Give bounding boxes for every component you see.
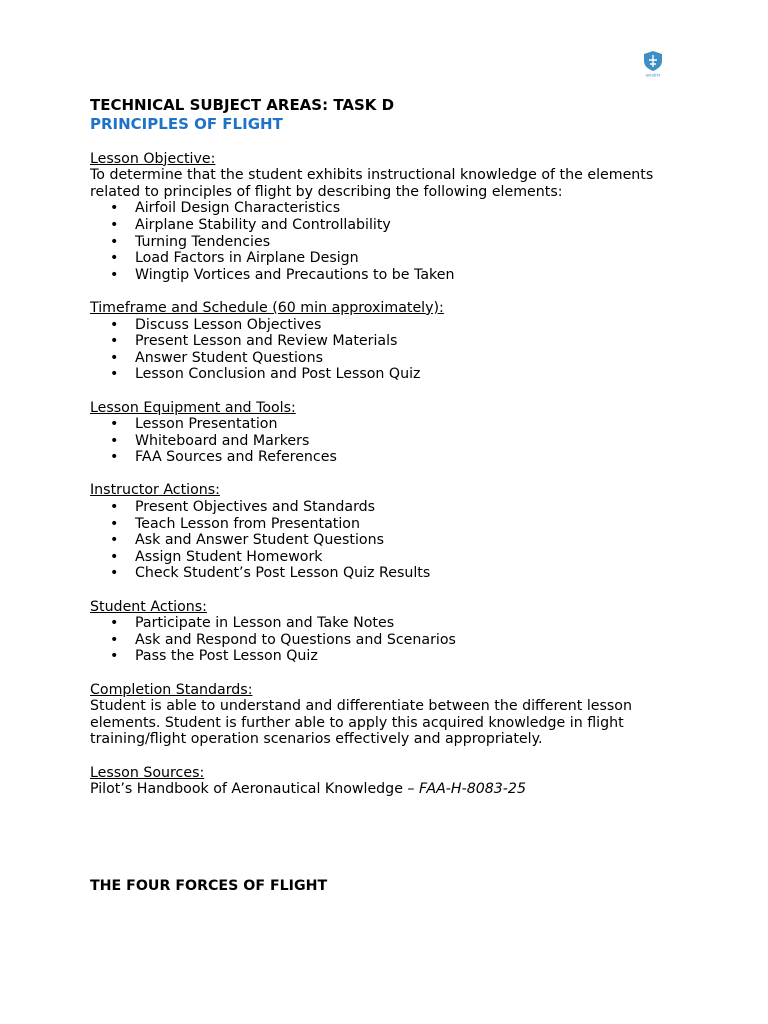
bullet-icon: • bbox=[110, 631, 119, 648]
bullet-list bbox=[90, 615, 690, 665]
source-code: FAA-H-8083-25 bbox=[419, 781, 526, 798]
document-title: TECHNICAL SUBJECT AREAS: TASK D bbox=[90, 96, 395, 114]
bullet-icon: • bbox=[110, 449, 119, 466]
bullet-icon: • bbox=[110, 333, 119, 350]
section-heading: Lesson Objective: bbox=[90, 150, 216, 167]
list-item: • Answer Student Questions bbox=[110, 349, 323, 366]
list-item: • Turning Tendencies bbox=[110, 233, 271, 250]
section-lesson-sources bbox=[90, 765, 690, 798]
list-item: • FAA Sources and References bbox=[110, 449, 337, 466]
bullet-icon: • bbox=[110, 499, 119, 516]
bullet-list bbox=[90, 200, 690, 283]
section-equipment bbox=[90, 400, 690, 466]
list-item: • Lesson Conclusion and Post Lesson Quiz bbox=[110, 366, 421, 383]
list-item: • Assign Student Homework bbox=[110, 548, 323, 565]
section-text: Student is able to understand and differentiate between the different lesson elements. Student is further able to apply this acquired knowledge in flight training/flight operation scenarios effectively and appropriately. bbox=[90, 698, 632, 748]
list-item: • Pass the Post Lesson Quiz bbox=[110, 648, 318, 665]
source-title: Pilot’s Handbook of Aeronautical Knowledge – bbox=[90, 781, 420, 798]
section-heading: Lesson Sources: bbox=[90, 764, 205, 781]
four-forces-heading: THE FOUR FORCES OF FLIGHT bbox=[90, 878, 328, 894]
bullet-icon: • bbox=[110, 316, 119, 333]
bullet-icon: • bbox=[110, 216, 119, 233]
source-reference bbox=[90, 781, 690, 798]
bullet-icon: • bbox=[110, 532, 119, 549]
section-heading: Instructor Actions: bbox=[90, 482, 220, 499]
section-heading: Student Actions: bbox=[90, 598, 207, 615]
bullet-icon: • bbox=[110, 233, 119, 250]
list-item: • Teach Lesson from Presentation bbox=[110, 515, 360, 532]
list-item: • Check Student’s Post Lesson Quiz Results bbox=[110, 565, 431, 582]
bullet-icon: • bbox=[110, 349, 119, 366]
bullet-list bbox=[90, 416, 690, 466]
bullet-icon: • bbox=[110, 266, 119, 283]
section-heading: Lesson Equipment and Tools: bbox=[90, 399, 296, 416]
list-item: • Discuss Lesson Objectives bbox=[110, 316, 322, 333]
bullet-icon: • bbox=[110, 416, 119, 433]
bullet-icon: • bbox=[110, 548, 119, 565]
list-item: • Participate in Lesson and Take Notes bbox=[110, 615, 395, 632]
section-completion-standards bbox=[90, 682, 690, 748]
bullet-icon: • bbox=[110, 200, 119, 217]
section-instructor-actions bbox=[90, 482, 690, 582]
bullet-icon: • bbox=[110, 366, 119, 383]
bullet-icon: • bbox=[110, 515, 119, 532]
list-item: • Airfoil Design Characteristics bbox=[110, 200, 341, 217]
section-timeframe bbox=[90, 300, 690, 383]
section-heading: Timeframe and Schedule (60 min approximately): bbox=[90, 299, 444, 316]
bullet-icon: • bbox=[110, 432, 119, 449]
list-item: • Present Objectives and Standards bbox=[110, 499, 376, 516]
bullet-icon: • bbox=[110, 250, 119, 267]
bullet-icon: • bbox=[110, 648, 119, 665]
section-lesson-objective bbox=[90, 151, 690, 284]
list-item: • Ask and Respond to Questions and Scenarios bbox=[110, 631, 456, 648]
bullet-icon: • bbox=[110, 565, 119, 582]
bullet-icon: • bbox=[110, 615, 119, 632]
company-logo bbox=[640, 50, 666, 78]
shield-logo-icon bbox=[640, 50, 666, 78]
logo-wordmark: aviatrix bbox=[645, 72, 661, 78]
section-student-actions bbox=[90, 599, 690, 665]
list-item: • Ask and Answer Student Questions bbox=[110, 532, 384, 549]
section-text: To determine that the student exhibits instructional knowledge of the elements related to principles of flight by describing the following elements: bbox=[90, 167, 654, 200]
section-heading: Completion Standards: bbox=[90, 681, 253, 698]
list-item: • Whiteboard and Markers bbox=[110, 432, 310, 449]
bullet-list bbox=[90, 499, 690, 582]
document-subtitle: PRINCIPLES OF FLIGHT bbox=[90, 115, 283, 133]
lesson-plan-document bbox=[90, 96, 690, 798]
list-item: • Load Factors in Airplane Design bbox=[110, 250, 359, 267]
list-item: • Present Lesson and Review Materials bbox=[110, 333, 398, 350]
list-item: • Airplane Stability and Controllability bbox=[110, 216, 391, 233]
bullet-list bbox=[90, 317, 690, 383]
list-item: • Lesson Presentation bbox=[110, 416, 278, 433]
list-item: • Wingtip Vortices and Precautions to be Taken bbox=[110, 266, 455, 283]
